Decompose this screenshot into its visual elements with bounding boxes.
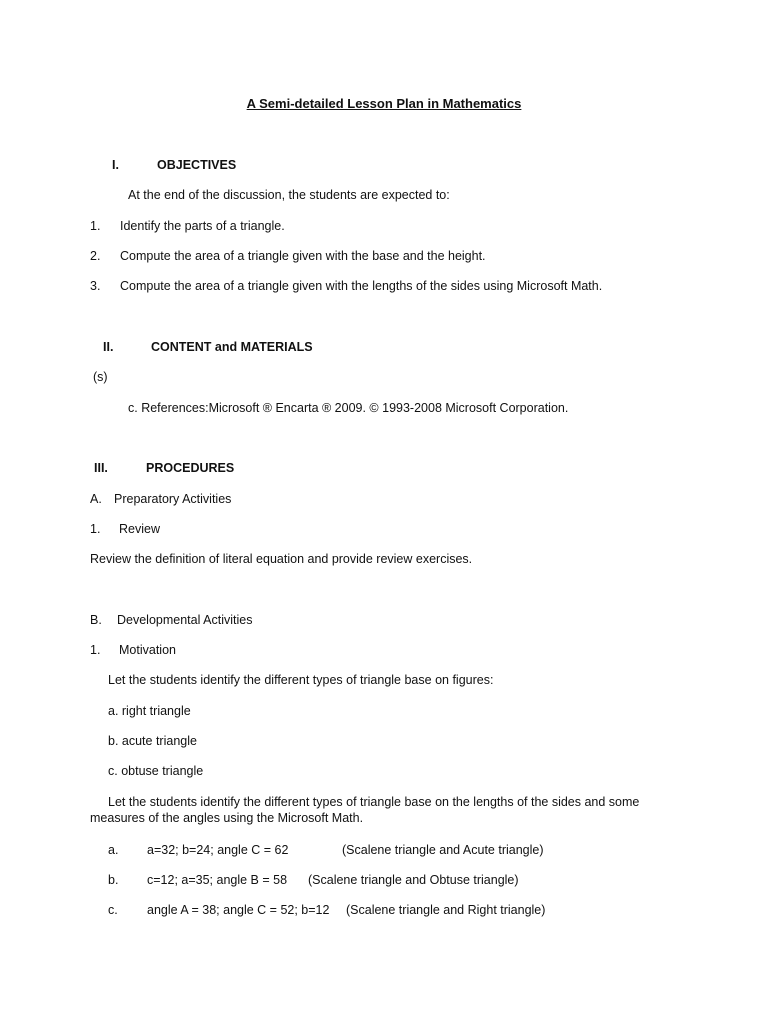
section-heading-content: CONTENT and MATERIALS — [151, 340, 313, 354]
subsection-letter-a: A. — [90, 492, 102, 506]
content-references: c. References:Microsoft ® Encarta ® 2009. © 1993-2008 Microsoft Corporation. — [128, 401, 569, 415]
section-numeral-content: II. — [103, 340, 114, 354]
objective-number-2: 2. — [90, 249, 101, 263]
example-values-c: angle A = 38; angle C = 52; b=12 — [147, 903, 330, 917]
example-answer-c: (Scalene triangle and Right triangle) — [346, 903, 546, 917]
example-letter-c: c. — [108, 903, 118, 917]
review-label: Review — [119, 522, 160, 536]
section-numeral-objectives: I. — [112, 158, 119, 172]
review-text: Review the definition of literal equation and provide review exercises. — [90, 552, 473, 566]
objective-number-3: 3. — [90, 279, 101, 293]
section-numeral-procedures: III. — [94, 461, 108, 475]
example-answer-a: (Scalene triangle and Acute triangle) — [342, 843, 544, 857]
subsection-label-preparatory: Preparatory Activities — [114, 492, 232, 506]
example-values-b: c=12; a=35; angle B = 58 — [147, 873, 288, 887]
objectives-intro: At the end of the discussion, the students are expected to: — [128, 188, 450, 202]
figure-item-right: a. right triangle — [108, 704, 191, 718]
subsection-letter-b: B. — [90, 613, 102, 627]
figure-item-acute: b. acute triangle — [108, 734, 197, 748]
example-letter-a: a. — [108, 843, 119, 857]
example-values-a: a=32; b=24; angle C = 62 — [147, 843, 289, 857]
figure-item-obtuse: c. obtuse triangle — [108, 764, 204, 778]
section-heading-procedures: PROCEDURES — [146, 461, 235, 475]
example-letter-b: b. — [108, 873, 119, 887]
objective-text-3: Compute the area of a triangle given with the lengths of the sides using Microsoft Math. — [120, 279, 603, 293]
sides-intro: Let the students identify the different types of triangle base on the lengths of the sides and some measures of the angles using the Microsoft Math. — [90, 795, 640, 825]
motivation-number: 1. — [90, 643, 101, 657]
objective-text-2: Compute the area of a triangle given with the base and the height. — [120, 249, 486, 263]
figures-intro: Let the students identify the different types of triangle base on figures: — [108, 673, 494, 687]
motivation-label: Motivation — [119, 643, 176, 657]
objective-number-1: 1. — [90, 219, 101, 233]
section-heading-objectives: OBJECTIVES — [157, 158, 237, 172]
review-number: 1. — [90, 522, 101, 536]
example-answer-b: (Scalene triangle and Obtuse triangle) — [308, 873, 519, 887]
objective-text-1: Identify the parts of a triangle. — [120, 219, 285, 233]
page-title: A Semi-detailed Lesson Plan in Mathematics — [246, 96, 522, 111]
subsection-label-developmental: Developmental Activities — [117, 613, 253, 627]
content-note: (s) — [93, 370, 108, 384]
